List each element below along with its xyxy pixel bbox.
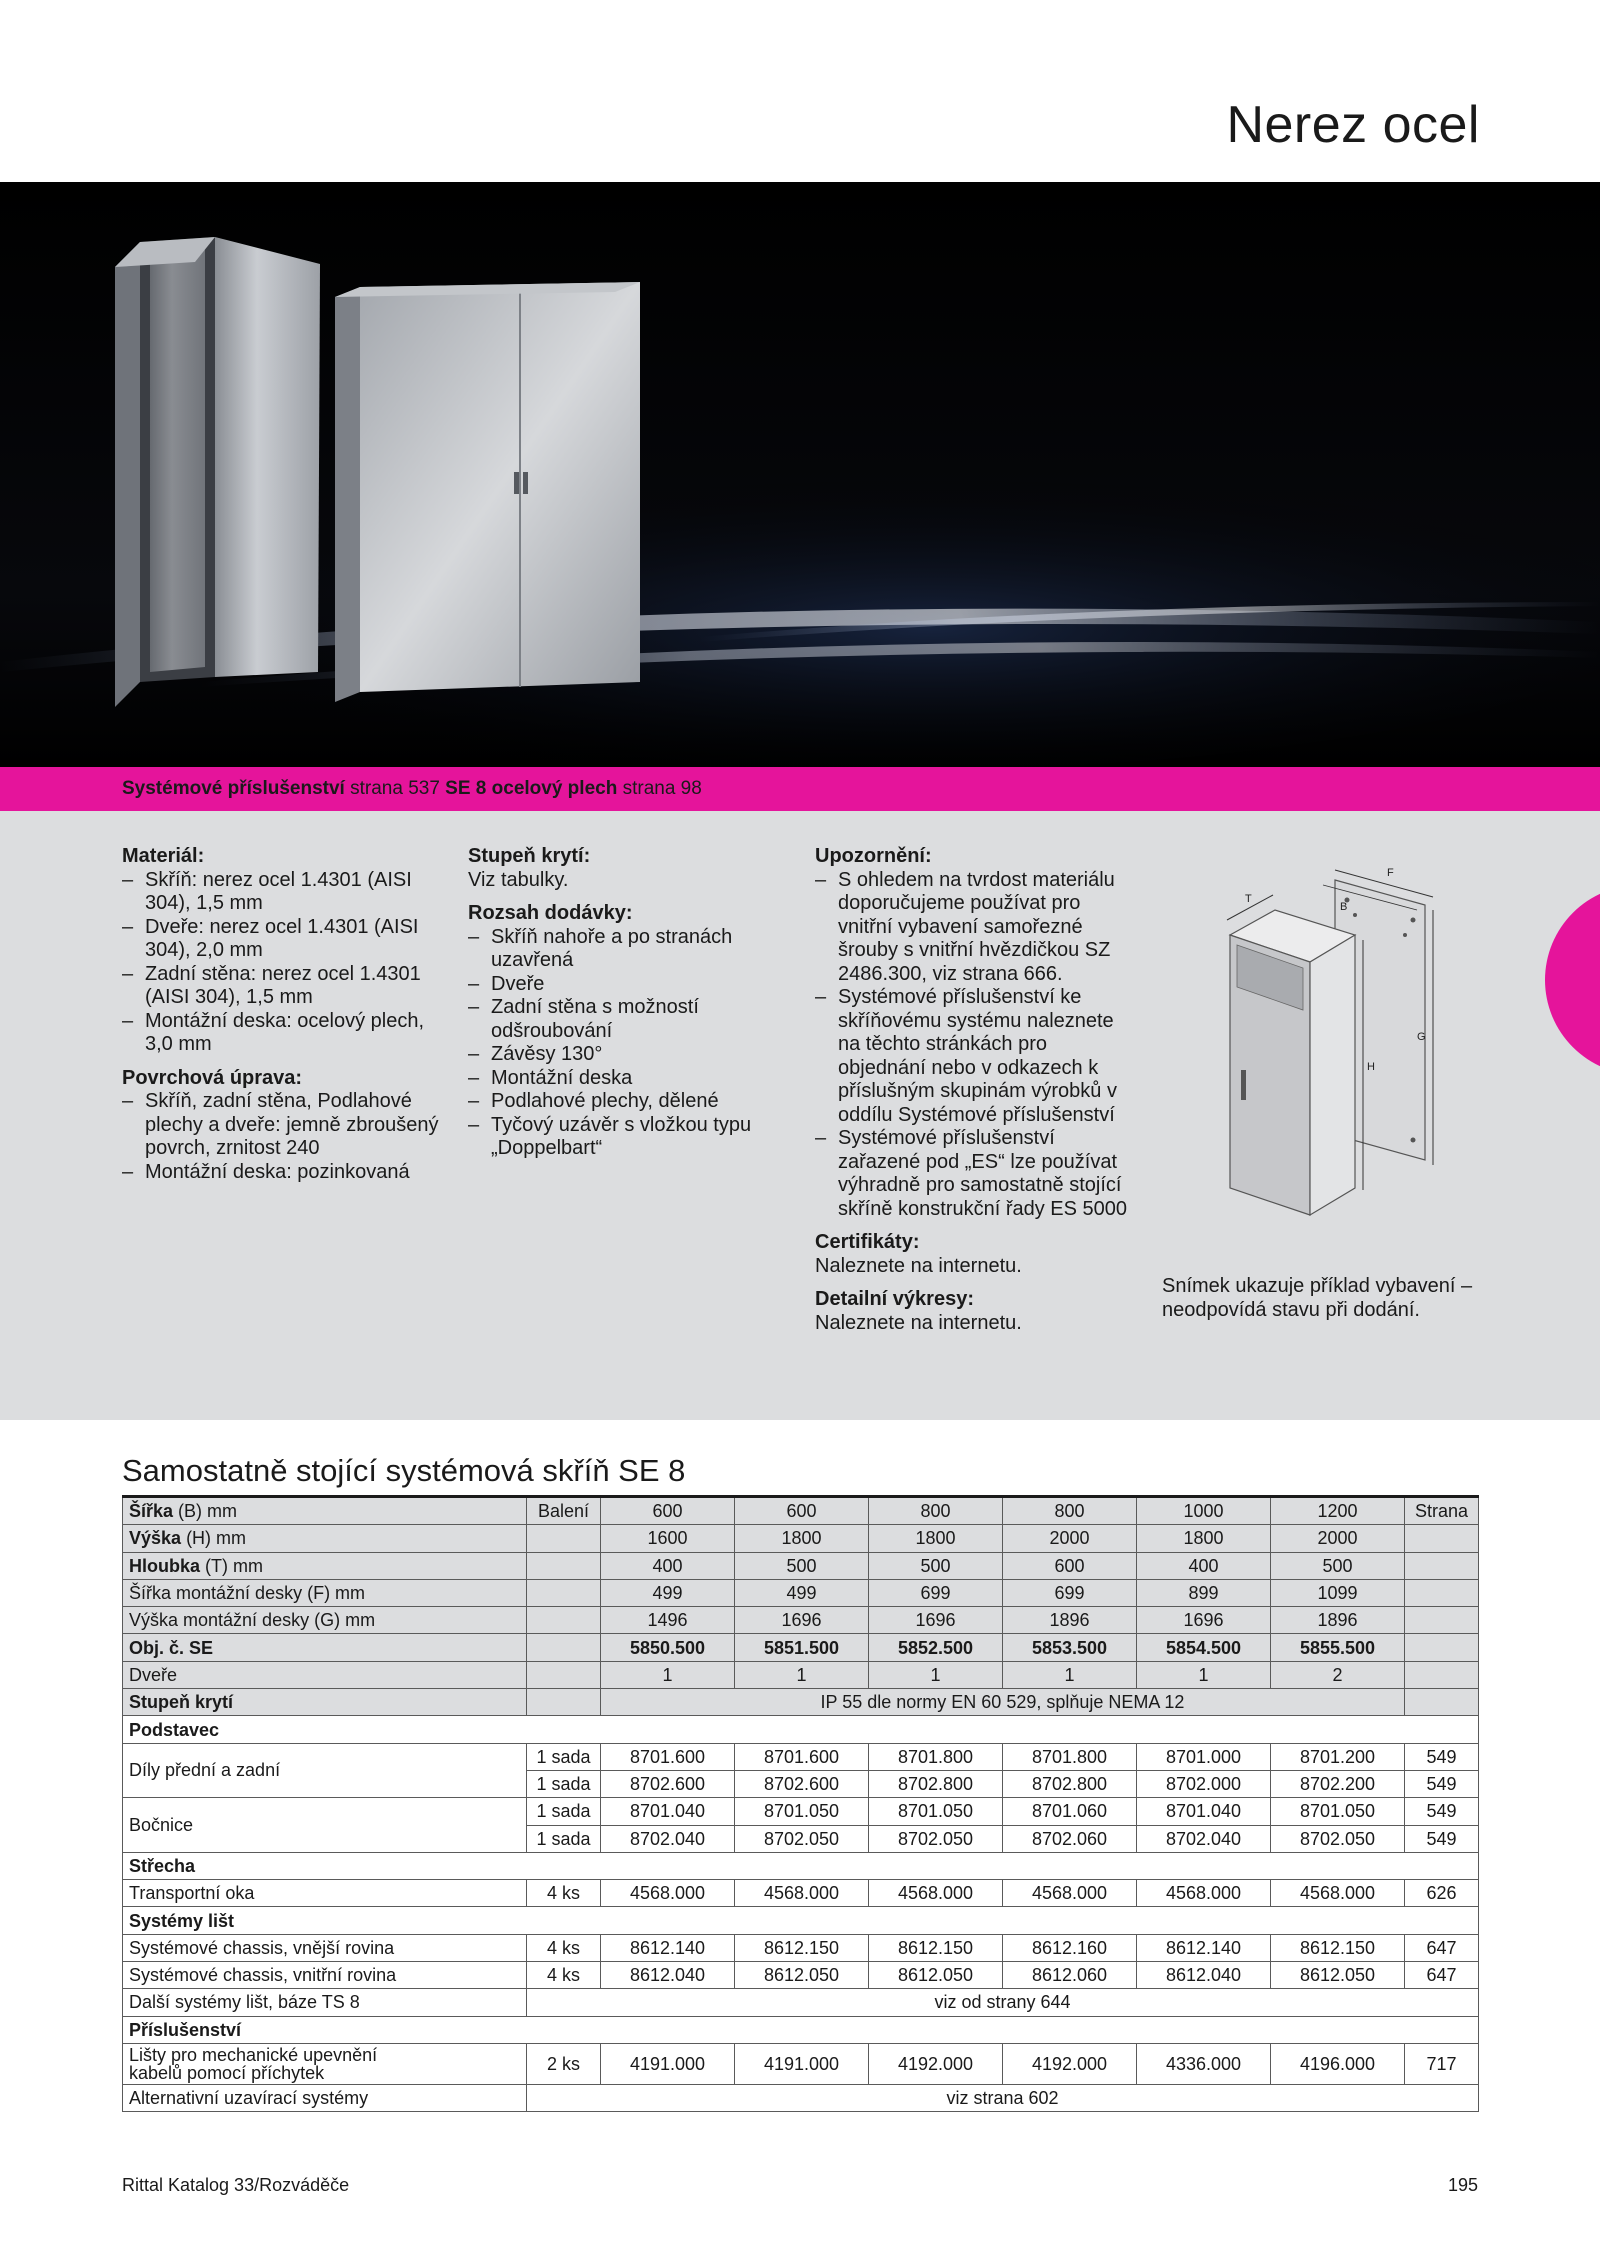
page-cell [1405,1634,1479,1661]
value-cell: 8612.040 [1137,1962,1271,1989]
list-item: – Montážní deska: pozinkovaná [122,1161,452,1185]
table-row [123,1552,1479,1579]
pack-cell: 1 sada [527,1743,601,1770]
page-cell: 549 [1405,1825,1479,1852]
dim-label-f: F [1387,867,1394,879]
list-item: – S ohledem na tvrdost materiálu doporučujeme používat pro vnitřní vybavení samořezné šrouby s vnitřní hvězdičkou SZ 2486.300, viz strana 666. [815,869,1135,987]
pack-cell [527,1525,601,1552]
value-cell: 400 [601,1552,735,1579]
value-cell: 4568.000 [735,1880,869,1907]
value-cell: 8612.150 [869,1934,1003,1961]
value-cell: 1600 [601,1525,735,1552]
row-label [123,1525,527,1552]
value-cell: 5851.500 [735,1634,869,1661]
value-cell: 1696 [735,1607,869,1634]
value-cell: 8702.600 [735,1770,869,1797]
value-cell: 800 [869,1497,1003,1525]
section-heading: Systémy lišt [123,1907,1479,1934]
dim-label-g: G [1417,1031,1426,1043]
value-cell: 4192.000 [869,2043,1003,2084]
value-cell: 8612.040 [601,1962,735,1989]
page-cell: 647 [1405,1962,1479,1989]
table-row [123,1716,1479,1743]
value-cell: 500 [735,1552,869,1579]
table-row [123,1743,1479,1770]
row-label-bold: Šířka [129,1501,174,1522]
pack-cell: 1 sada [527,1798,601,1825]
table-row [123,2016,1479,2043]
value-cell: 1 [601,1661,735,1688]
list-item: – Zadní stěna: nerez ocel 1.4301 (AISI 304), 1,5 mm [122,963,452,1010]
table-row [123,1689,1479,1716]
value-cell: 8612.140 [601,1934,735,1961]
list-item: – Zadní stěna s možností odšroubování [468,996,788,1043]
value-cell: 8701.060 [1003,1798,1137,1825]
footer-catalog: Rittal Katalog 33/Rozváděče [122,2175,350,2195]
value-cell: 4568.000 [601,1880,735,1907]
value-cell: 4191.000 [601,2043,735,2084]
page-cell: 549 [1405,1798,1479,1825]
cert-heading: Certifikáty: [815,1231,920,1253]
material-heading: Materiál: [122,845,205,867]
table-row [123,1989,1479,2016]
page-cell: Strana [1405,1497,1479,1525]
page-cell: 717 [1405,2043,1479,2084]
pack-cell [527,1661,601,1688]
protection-heading: Stupeň krytí: [468,845,591,867]
page-number: 195 [1447,2175,1478,2195]
value-cell: 1 [735,1661,869,1688]
value-cell: 1896 [1271,1607,1405,1634]
cert-text: Naleznete na internetu. [815,1254,1022,1277]
list-item: – Dveře [468,973,788,997]
value-cell: 8701.050 [1271,1798,1405,1825]
value-cell: 8702.800 [869,1770,1003,1797]
dim-label-b: B [1340,901,1348,913]
value-cell: 2 [1271,1661,1405,1688]
value-cell: 1496 [601,1607,735,1634]
span-cell: viz strana 602 [527,2084,1479,2111]
value-cell: 4336.000 [1137,2043,1271,2084]
value-cell: 4568.000 [1003,1880,1137,1907]
value-cell: 8702.600 [601,1770,735,1797]
row-label-rest: (B) mm [173,1501,238,1522]
related-links-bar [0,767,1600,811]
cabinet-drawing [1175,840,1455,1265]
value-cell: 4192.000 [1003,2043,1137,2084]
span-cell: viz od strany 644 [527,1989,1479,2016]
value-cell: 1800 [1137,1525,1271,1552]
delivery-column [468,845,788,1171]
table-row [123,1525,1479,1552]
row-label [123,1552,527,1579]
row-label [123,1689,527,1716]
list-item: – Skříň: nerez ocel 1.4301 (AISI 304), 1,5 mm [122,869,452,916]
pack-cell: 2 ks [527,2043,601,2084]
row-label: Transportní oka [123,1880,527,1907]
accessories-link[interactable]: Systémové příslušenství [122,778,345,799]
row-label: Systémové chassis, vnější rovina [123,1934,527,1961]
page-cell: 626 [1405,1880,1479,1907]
value-cell: 499 [601,1579,735,1606]
value-cell: 8702.060 [1003,1825,1137,1852]
value-cell: 400 [1137,1552,1271,1579]
row-label: Lišty pro mechanické upevnění kabelů pomocí příchytek [123,2043,527,2084]
value-cell: 600 [735,1497,869,1525]
list-item: – Tyčový uzávěr s vložkou typu „Doppelbart“ [468,1114,788,1161]
value-cell: 1 [1003,1661,1137,1688]
value-cell: 5855.500 [1271,1634,1405,1661]
pack-cell: 1 sada [527,1825,601,1852]
row-label-bold: Stupeň krytí [129,1692,234,1713]
value-cell: 8701.200 [1271,1743,1405,1770]
note-heading: Upozornění: [815,845,932,867]
value-cell: 1800 [869,1525,1003,1552]
group-label [123,1743,527,1798]
section-heading: Příslušenství [123,2016,1479,2043]
value-cell: 1099 [1271,1579,1405,1606]
se8-steel-page: strana 98 [617,778,702,799]
row-label: Systémové chassis, vnitřní rovina [123,1962,527,1989]
table-row [123,1661,1479,1688]
value-cell: 8612.160 [1003,1934,1137,1961]
page-cell [1405,1525,1479,1552]
value-cell: 8612.150 [1271,1934,1405,1961]
material-column [122,845,452,1194]
drawing-text: Naleznete na internetu. [815,1311,1022,1334]
value-cell: 500 [869,1552,1003,1579]
value-cell: 8702.040 [601,1825,735,1852]
row-label-bold: Obj. č. SE [129,1637,214,1658]
pack-cell: 4 ks [527,1962,601,1989]
value-cell: 8701.050 [869,1798,1003,1825]
row-label-bold: Hloubka [129,1555,201,1576]
protection-text: Viz tabulky. [468,868,569,891]
value-cell: 899 [1137,1579,1271,1606]
value-cell: 600 [1003,1552,1137,1579]
page-cell [1405,1607,1479,1634]
value-cell: 8702.000 [1137,1770,1271,1797]
page-cell [1405,1579,1479,1606]
value-cell: 500 [1271,1552,1405,1579]
pack-cell: Balení [527,1497,601,1525]
page-cell: 549 [1405,1743,1479,1770]
list-item: – Systémové příslušenství zařazené pod „ES“ lze používat výhradně pro samostatně stojící skříně konstrukční řady ES 5000 [815,1127,1135,1221]
table-row [123,1934,1479,1961]
value-cell: 1200 [1271,1497,1405,1525]
section-heading: Podstavec [123,1716,1479,1743]
list-item: – Podlahové plechy, dělené [468,1090,788,1114]
value-cell: 499 [735,1579,869,1606]
table-row [123,1497,1479,1525]
value-cell: 2000 [1003,1525,1137,1552]
value-cell: 8701.000 [1137,1743,1271,1770]
row-label [123,1497,527,1525]
table-row [123,2084,1479,2111]
pack-cell [527,1634,601,1661]
value-cell: 8701.600 [735,1743,869,1770]
surface-heading: Povrchová úprava: [122,1066,303,1089]
image-caption: Snímek ukazuje příklad vybavení – neodpovídá stavu při dodání. [1162,1275,1473,1321]
pack-cell [527,1552,601,1579]
list-item: – Montážní deska: ocelový plech, 3,0 mm [122,1010,452,1057]
value-cell: 699 [1003,1579,1137,1606]
value-cell: 8612.050 [735,1962,869,1989]
value-cell: 8701.040 [1137,1798,1271,1825]
value-cell: 8702.050 [735,1825,869,1852]
table-row [123,1852,1479,1879]
row-label [123,1607,527,1634]
value-cell: 5853.500 [1003,1634,1137,1661]
value-cell: 8701.050 [735,1798,869,1825]
list-item: – Montážní deska [468,1067,788,1091]
row-label-rest: Dveře [129,1664,178,1685]
row-label-rest: (T) mm [200,1555,263,1576]
pack-cell [527,1579,601,1606]
pack-cell: 1 sada [527,1770,601,1797]
row-label-rest: Šířka montážní desky (F) mm [129,1583,366,1604]
value-cell: 4568.000 [1271,1880,1405,1907]
list-item: – Závěsy 130° [468,1043,788,1067]
section-title: Samostatně stojící systémová skříň SE 8 [122,1453,686,1488]
page-title: Nerez ocel [1226,96,1480,154]
group-label-text: Bočnice [129,1815,194,1836]
table-row [123,2043,1479,2084]
value-cell: 8702.050 [1271,1825,1405,1852]
group-label [123,1798,527,1853]
row-label-rest: Výška montážní desky (G) mm [129,1610,376,1631]
table-row [123,1579,1479,1606]
dim-label-h: H [1367,1061,1375,1073]
value-cell: 1896 [1003,1607,1137,1634]
list-item: – Skříň nahoře a po stranách uzavřená [468,926,788,973]
table-row [123,1962,1479,1989]
row-label: Další systémy lišt, báze TS 8 [123,1989,527,2016]
table-row [123,1634,1479,1661]
value-cell: 1696 [1137,1607,1271,1634]
pack-cell [527,1607,601,1634]
table-row [123,1907,1479,1934]
row-label-bold: Výška [129,1528,182,1549]
drawing-heading: Detailní výkresy: [815,1288,974,1310]
value-cell: 4568.000 [1137,1880,1271,1907]
value-cell: 8612.140 [1137,1934,1271,1961]
pack-cell [527,1689,601,1716]
dim-label-t: T [1245,893,1252,905]
value-cell: 8702.050 [869,1825,1003,1852]
row-label [123,1661,527,1688]
value-cell: 8702.800 [1003,1770,1137,1797]
list-item: – Dveře: nerez ocel 1.4301 (AISI 304), 2,0 mm [122,916,452,963]
value-cell: 8701.800 [1003,1743,1137,1770]
span-cell: IP 55 dle normy EN 60 529, splňuje NEMA 12 [601,1689,1405,1716]
value-cell: 800 [1003,1497,1137,1525]
page-cell [1405,1689,1479,1716]
value-cell: 8701.600 [601,1743,735,1770]
table-row [123,1880,1479,1907]
row-label-rest: (H) mm [181,1528,247,1549]
value-cell: 5850.500 [601,1634,735,1661]
notes-column [815,845,1135,1345]
value-cell: 5852.500 [869,1634,1003,1661]
row-label [123,1634,527,1661]
page-cell: 647 [1405,1934,1479,1961]
table-row [123,1607,1479,1634]
value-cell: 8612.060 [1003,1962,1137,1989]
value-cell: 8701.040 [601,1798,735,1825]
value-cell: 8612.050 [1271,1962,1405,1989]
value-cell: 1 [1137,1661,1271,1688]
value-cell: 8701.800 [869,1743,1003,1770]
value-cell: 8702.200 [1271,1770,1405,1797]
row-label [123,1579,527,1606]
value-cell: 699 [869,1579,1003,1606]
value-cell: 2000 [1271,1525,1405,1552]
value-cell: 1 [869,1661,1003,1688]
pack-cell: 4 ks [527,1880,601,1907]
value-cell: 8612.150 [735,1934,869,1961]
value-cell: 1000 [1137,1497,1271,1525]
value-cell: 4191.000 [735,2043,869,2084]
value-cell: 8612.050 [869,1962,1003,1989]
value-cell: 600 [601,1497,735,1525]
page-cell [1405,1552,1479,1579]
scope-heading: Rozsah dodávky: [468,902,633,924]
value-cell: 1800 [735,1525,869,1552]
section-heading: Střecha [123,1852,1479,1879]
page-cell: 549 [1405,1770,1479,1797]
list-item: – Systémové příslušenství ke skříňovému systému naleznete na těchto stránkách pro objednání nebo v odkazech k příslušným skupinám výrobků v oddílu Systémové příslušenství [815,986,1135,1127]
group-label-text: Díly přední a zadní [129,1760,281,1781]
value-cell: 4568.000 [869,1880,1003,1907]
row-label: Alternativní uzavírací systémy [123,2084,527,2111]
value-cell: 1696 [869,1607,1003,1634]
table-row [123,1798,1479,1825]
accessories-page: strana 537 [344,778,446,799]
list-item: – Skříň, zadní stěna, Podlahové plechy a dveře: jemně zbroušený povrch, zrnitost 240 [122,1090,452,1161]
value-cell: 8702.040 [1137,1825,1271,1852]
spec-table [122,1495,1479,2112]
product-photo [0,182,1600,767]
pack-cell: 4 ks [527,1934,601,1961]
page-cell [1405,1661,1479,1688]
se8-steel-link[interactable]: SE 8 ocelový plech [445,778,618,799]
value-cell: 4196.000 [1271,2043,1405,2084]
value-cell: 5854.500 [1137,1634,1271,1661]
